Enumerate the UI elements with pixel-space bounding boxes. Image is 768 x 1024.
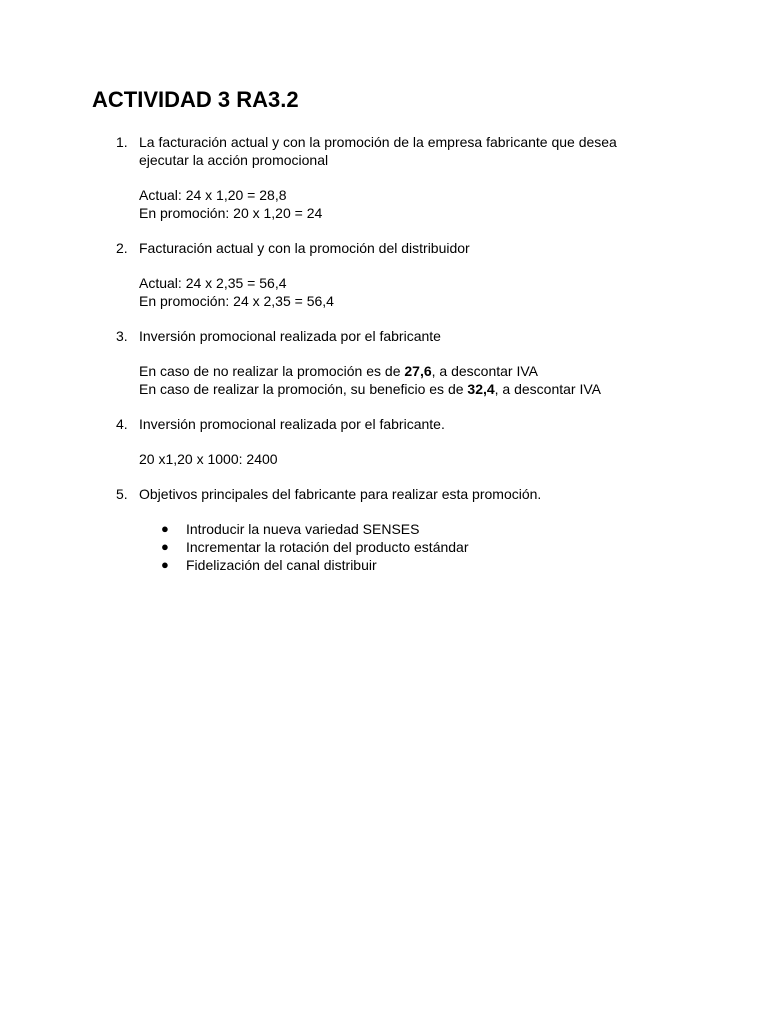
detail-text: , a descontar IVA — [494, 381, 602, 397]
list-item-2 — [92, 239, 692, 310]
item-detail-line: En promoción: 20 x 1,20 = 24 — [139, 205, 323, 221]
bullet-text: Incrementar la rotación del producto estándar — [186, 539, 469, 555]
detail-value: 27,6 — [404, 363, 432, 379]
item-detail-line: En promoción: 24 x 2,35 = 56,4 — [139, 293, 334, 309]
item-detail-line: 20 x1,20 x 1000: 2400 — [139, 451, 278, 467]
list-item-3 — [92, 327, 692, 398]
item-number: 1. — [116, 134, 128, 150]
item-number: 5. — [116, 486, 128, 502]
detail-text: , a descontar IVA — [431, 363, 538, 379]
item-heading-line-2: ejecutar la acción promocional — [139, 152, 329, 168]
detail-value: 32,4 — [467, 381, 495, 397]
item-number: 3. — [116, 328, 128, 344]
bullet-text: Fidelización del canal distribuir — [186, 557, 377, 573]
item-heading: Inversión promocional realizada por el fabricante. — [139, 416, 445, 432]
item-heading: Facturación actual y con la promoción del distribuidor — [139, 240, 470, 256]
item-heading: Objetivos principales del fabricante para realizar esta promoción. — [139, 486, 542, 502]
item-number: 2. — [116, 240, 128, 256]
numbered-list — [92, 133, 692, 591]
item-heading-line-1: La facturación actual y con la promoción de la empresa fabricante que desea — [139, 134, 617, 150]
item-detail-line — [139, 362, 692, 380]
detail-text: En caso de no realizar la promoción es de — [139, 363, 405, 379]
bullet-item — [139, 556, 692, 574]
item-detail-line: Actual: 24 x 2,35 = 56,4 — [139, 275, 287, 291]
item-number: 4. — [116, 416, 128, 432]
bullet-dot-icon: ● — [161, 539, 169, 554]
list-item-4 — [92, 415, 692, 468]
list-item-1 — [92, 133, 692, 222]
bullet-item — [139, 538, 692, 556]
bullet-dot-icon: ● — [161, 521, 169, 536]
item-heading: Inversión promocional realizada por el fabricante — [139, 328, 441, 344]
bullet-dot-icon: ● — [161, 557, 169, 572]
bullet-item — [139, 520, 692, 538]
item-detail-line: Actual: 24 x 1,20 = 28,8 — [139, 187, 287, 203]
detail-text: En caso de realizar la promoción, su beneficio es de — [139, 381, 468, 397]
document-title: ACTIVIDAD 3 RA3.2 — [92, 87, 299, 112]
list-item-5 — [92, 485, 692, 574]
bullet-text: Introducir la nueva variedad SENSES — [186, 521, 420, 537]
item-detail-line — [139, 380, 692, 398]
bullet-list — [139, 520, 692, 574]
